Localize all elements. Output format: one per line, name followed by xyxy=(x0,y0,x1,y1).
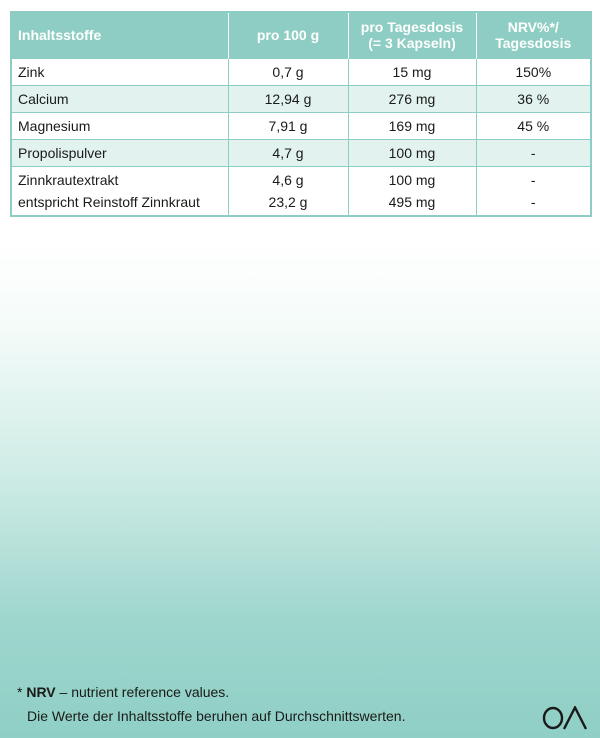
cell-per-100g: 12,94 g xyxy=(228,85,348,112)
table-header-row xyxy=(12,13,590,58)
cell-ingredient: Propolispulver xyxy=(12,139,228,166)
cell-nrv: - xyxy=(476,139,590,166)
nrv-line: - xyxy=(530,171,536,188)
cell-per-daily-dose: 169 mg xyxy=(348,112,476,139)
cell-per-100g xyxy=(228,166,348,215)
table-row xyxy=(12,139,590,166)
footnote-definition: – nutrient reference values. xyxy=(55,684,230,700)
footnote-line-2: Die Werte der Inhaltsstoffe beruhen auf Durchschnittswerten. xyxy=(27,708,406,724)
header-per-100g: pro 100 g xyxy=(228,13,348,58)
oa-logo-icon xyxy=(542,706,588,730)
table-row xyxy=(12,112,590,139)
nutrition-table-container xyxy=(10,11,592,217)
table-row xyxy=(12,58,590,85)
footnote xyxy=(17,680,405,728)
header-nrv: NRV%*/ Tagesdosis xyxy=(476,13,590,58)
cell-per-daily-dose: 15 mg xyxy=(348,58,476,85)
cell-ingredient xyxy=(12,166,228,215)
table-row xyxy=(12,166,590,215)
ingredient-line: Zinnkrautextrakt xyxy=(18,171,119,188)
per-100g-line: 23,2 g xyxy=(268,193,308,210)
cell-per-daily-dose xyxy=(348,166,476,215)
nrv-line: - xyxy=(530,193,536,210)
table-row xyxy=(12,85,590,112)
cell-ingredient: Calcium xyxy=(12,85,228,112)
cell-per-daily-dose: 100 mg xyxy=(348,139,476,166)
nutrition-table xyxy=(12,13,590,215)
cell-nrv: 150% xyxy=(476,58,590,85)
footnote-term: NRV xyxy=(26,684,56,700)
cell-ingredient: Zink xyxy=(12,58,228,85)
footnote-line-1: * NRV – nutrient reference values. xyxy=(17,684,230,700)
cell-nrv xyxy=(476,166,590,215)
cell-per-100g: 0,7 g xyxy=(228,58,348,85)
cell-per-100g: 4,7 g xyxy=(228,139,348,166)
daily-dose-line: 100 mg xyxy=(388,171,436,188)
cell-ingredient: Magnesium xyxy=(12,112,228,139)
daily-dose-line: 495 mg xyxy=(388,193,436,210)
cell-nrv: 45 % xyxy=(476,112,590,139)
per-100g-line: 4,6 g xyxy=(272,171,304,188)
header-ingredients: Inhaltsstoffe xyxy=(18,27,102,44)
ingredient-line: entspricht Reinstoff Zinnkraut xyxy=(18,193,200,210)
cell-nrv: 36 % xyxy=(476,85,590,112)
header-per-daily-dose: pro Tagesdosis (= 3 Kapseln) xyxy=(348,13,476,58)
cell-per-daily-dose: 276 mg xyxy=(348,85,476,112)
cell-per-100g: 7,91 g xyxy=(228,112,348,139)
